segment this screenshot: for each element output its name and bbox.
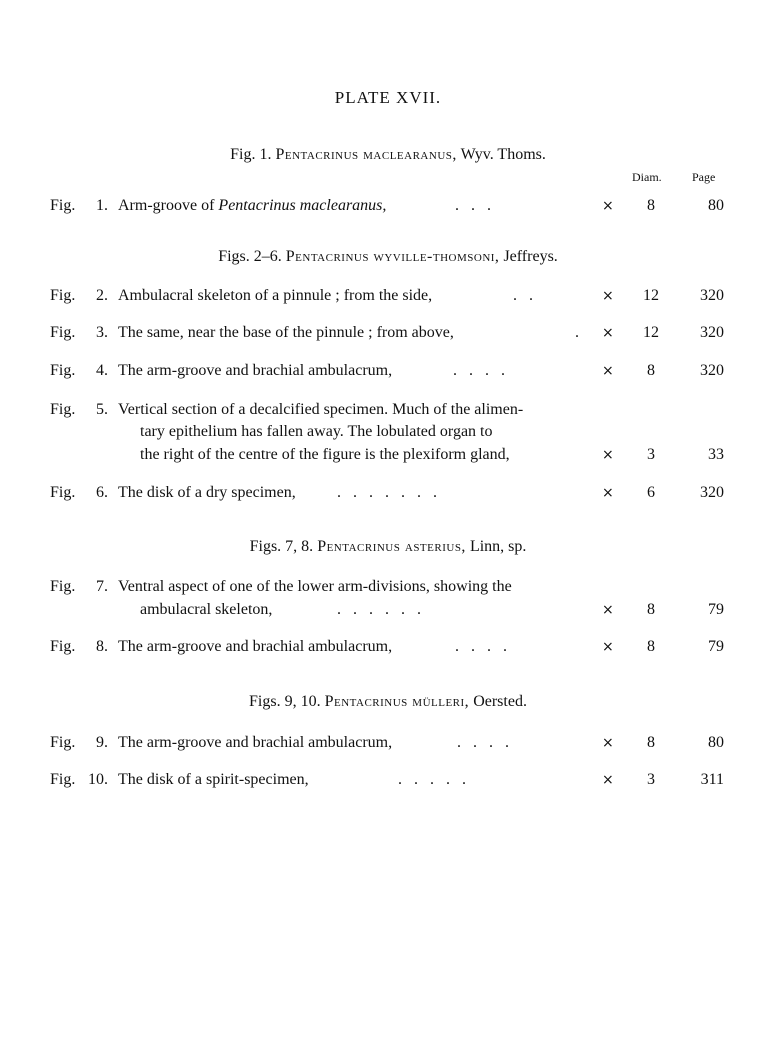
fig-diam: 8 <box>647 362 655 379</box>
times-sign: × <box>602 602 614 618</box>
fig-page: 320 <box>700 324 724 341</box>
fig-caption-line: ambulacral skeleton, <box>140 601 273 618</box>
fig-number: 3. <box>96 324 108 341</box>
times-sign: × <box>602 639 614 655</box>
times-sign: × <box>602 325 614 341</box>
fig-diam: 8 <box>647 601 655 618</box>
fig-page: 320 <box>700 287 724 304</box>
section-genus: Pentacrinus asterius, <box>317 538 466 555</box>
fig-caption: The arm-groove and brachial ambulacrum, <box>118 638 393 655</box>
fig-page: 320 <box>700 362 724 379</box>
fig-caption: The arm-groove and brachial ambulacrum, <box>118 734 393 751</box>
fig-caption: The disk of a dry specimen, <box>118 484 296 501</box>
fig-diam: 6 <box>647 484 655 501</box>
fig-label: Fig. <box>50 638 76 655</box>
times-sign: × <box>602 363 614 379</box>
column-header-diam: Diam. <box>632 170 662 184</box>
dot-leader: . . . . <box>453 362 505 379</box>
fig-page: 320 <box>700 484 724 501</box>
fig-number: 5. <box>96 401 108 418</box>
fig-number: 10. <box>88 771 108 788</box>
fig-page: 80 <box>708 734 724 751</box>
fig-caption: The same, near the base of the pinnule ; from above, <box>118 324 454 341</box>
fig-number: 7. <box>96 578 108 595</box>
section-heading <box>0 146 776 164</box>
fig-page: 311 <box>700 771 724 788</box>
fig-label: Fig. <box>50 484 76 501</box>
fig-caption-line: tary epithelium has fallen away. The lobulated organ to <box>140 423 493 440</box>
fig-diam: 8 <box>647 734 655 751</box>
fig-number: 9. <box>96 734 108 751</box>
dot-leader: . . . . <box>457 734 509 751</box>
fig-diam: 12 <box>643 324 659 341</box>
dot-leader: . . . . . . . <box>337 484 437 501</box>
times-sign: × <box>602 447 614 463</box>
section-prefix: Figs. 7, 8. <box>249 538 314 555</box>
fig-label: Fig. <box>50 197 76 214</box>
fig-page: 33 <box>708 446 724 463</box>
fig-diam: 3 <box>647 771 655 788</box>
fig-number: 2. <box>96 287 108 304</box>
caption-italic: Pentacrinus maclearanus, <box>218 197 387 214</box>
section-author: Oersted. <box>473 693 527 710</box>
dot-leader: . . . . . . <box>337 601 421 618</box>
times-sign: × <box>602 198 614 214</box>
section-author: Jeffreys. <box>503 248 558 265</box>
fig-caption: The arm-groove and brachial ambulacrum, <box>118 362 393 379</box>
fig-diam: 12 <box>643 287 659 304</box>
fig-diam: 8 <box>647 197 655 214</box>
section-author: Wyv. Thoms. <box>460 146 546 163</box>
times-sign: × <box>602 772 614 788</box>
section-heading <box>0 538 776 556</box>
fig-caption-line: Vertical section of a decalcified specimen. Much of the alimen- <box>118 401 524 418</box>
fig-page: 80 <box>708 197 724 214</box>
fig-caption-line: the right of the centre of the figure is the plexiform gland, <box>140 446 510 463</box>
section-heading <box>0 248 776 266</box>
fig-page: 79 <box>708 638 724 655</box>
section-prefix: Figs. 2–6. <box>218 248 282 265</box>
dot-leader: . . . <box>455 197 491 214</box>
section-prefix: Fig. 1. <box>230 146 272 163</box>
fig-number: 8. <box>96 638 108 655</box>
fig-label: Fig. <box>50 734 76 751</box>
section-heading <box>0 693 776 711</box>
fig-caption-line: Ventral aspect of one of the lower arm-divisions, showing the <box>118 578 512 595</box>
fig-number: 1. <box>96 197 108 214</box>
caption-plain: Arm-groove of <box>118 197 219 214</box>
fig-label: Fig. <box>50 287 76 304</box>
section-genus: Pentacrinus wyville-thomsoni, <box>285 248 500 265</box>
fig-caption <box>118 195 386 217</box>
times-sign: × <box>602 288 614 304</box>
fig-caption: The disk of a spirit-specimen, <box>118 771 309 788</box>
fig-label: Fig. <box>50 771 76 788</box>
dot-leader: . . . . . <box>398 771 466 788</box>
section-genus: Pentacrinus maclearanus, <box>275 146 457 163</box>
section-author: Linn, sp. <box>469 538 527 555</box>
fig-label: Fig. <box>50 324 76 341</box>
fig-label: Fig. <box>50 401 76 418</box>
plate-title: PLATE XVII. <box>334 88 442 107</box>
dot-leader: . . <box>513 287 533 304</box>
fig-diam: 8 <box>647 638 655 655</box>
dot-leader: . . . . <box>455 638 507 655</box>
fig-number: 4. <box>96 362 108 379</box>
column-header-page: Page <box>692 170 716 184</box>
dot-leader: . <box>575 324 579 341</box>
fig-label: Fig. <box>50 362 76 379</box>
section-prefix: Figs. 9, 10. <box>249 693 321 710</box>
fig-page: 79 <box>708 601 724 618</box>
fig-label: Fig. <box>50 578 76 595</box>
times-sign: × <box>602 735 614 751</box>
section-genus: Pentacrinus mülleri, <box>324 693 470 710</box>
fig-caption: Ambulacral skeleton of a pinnule ; from the side, <box>118 287 433 304</box>
fig-number: 6. <box>96 484 108 501</box>
times-sign: × <box>602 485 614 501</box>
fig-diam: 3 <box>647 446 655 463</box>
